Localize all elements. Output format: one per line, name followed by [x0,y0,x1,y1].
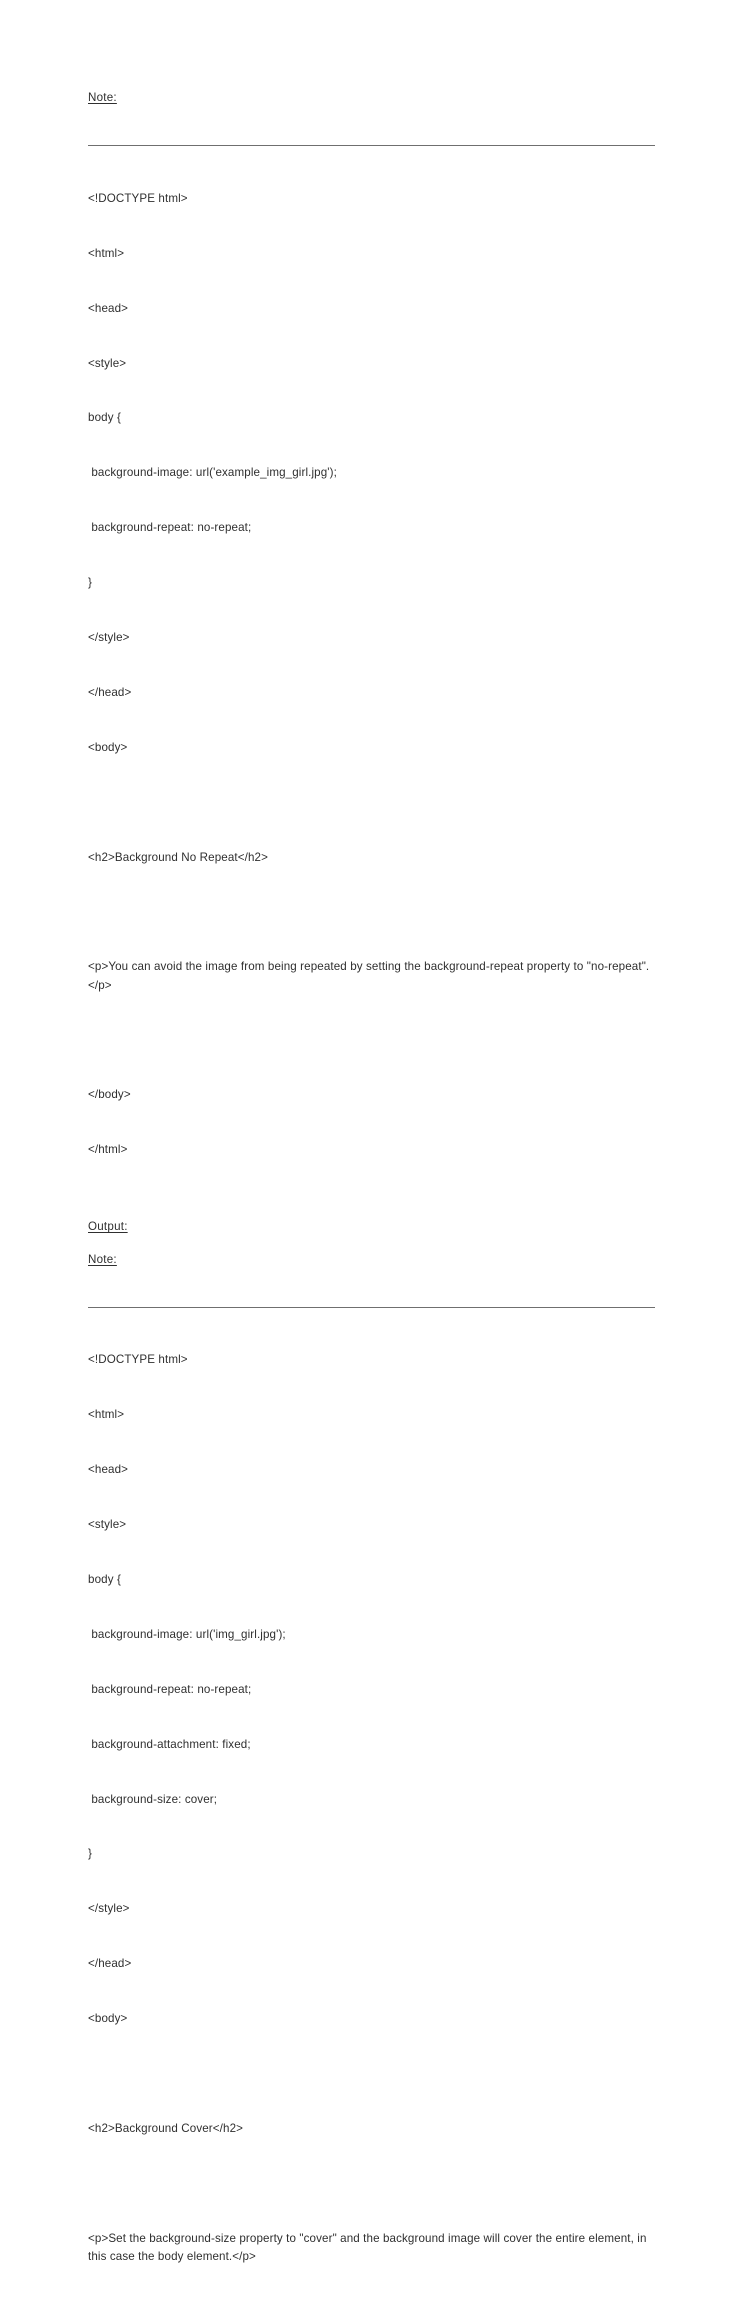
code-line: </head> [88,1957,132,1971]
spacer-before-rule-2 [88,1269,655,1307]
code-line: </style> [88,631,130,645]
code-line: <style> [88,1518,127,1532]
code-line-blank [88,794,655,812]
code-line: background-image: url('img_girl.jpg'); [88,1627,286,1641]
code-line: </head> [88,685,132,699]
spacer-after-rule-1 [88,146,655,153]
code-block-1 [88,153,655,1196]
code-line: <h2>Background No Repeat</h2> [88,850,268,864]
code-line: <head> [88,301,129,315]
code-line: <body> [88,2012,128,2026]
code-line: </body> [88,1088,131,1102]
code-line-blank [88,1032,655,1050]
note-label-2-wrap [88,1250,655,1269]
note-label-1: Note: [88,91,117,104]
code-line: </html> [88,1143,128,1157]
spacer-before-rule-1 [88,107,655,145]
document-content [88,0,655,2303]
code-line-blank [88,2065,655,2083]
code-line: } [88,1847,92,1861]
code-line: } [88,576,92,590]
note-label-2: Note: [88,1252,117,1266]
code-block-2 [88,1315,655,2303]
spacer-after-rule-2 [88,1308,655,1315]
top-spacer [88,0,655,88]
code-line: <style> [88,356,127,370]
spacer-before-output-label [88,1196,655,1217]
code-line: <html> [88,1408,125,1422]
code-line: <p>You can avoid the image from being repeated by setting the background-repeat property to "no-repeat".</p> [88,960,650,992]
code-line: <p>Set the background-size property to "cover" and the background image will cover the entire element, in this case the body element.</p> [88,2231,650,2263]
code-line: <!DOCTYPE html> [88,1353,188,1367]
code-line: background-repeat: no-repeat; [88,1682,252,1696]
code-line: <body> [88,740,128,754]
code-line: <html> [88,246,125,260]
code-line: body { [88,1572,121,1586]
spacer-between-labels [88,1237,655,1250]
output-label: Output: [88,1220,128,1234]
code-line-blank [88,2175,655,2193]
code-line: body { [88,411,121,425]
output-label-wrap [88,1217,655,1236]
code-line: <!DOCTYPE html> [88,191,188,205]
code-line: <head> [88,1463,129,1477]
note-label-1-wrap [88,88,655,107]
code-line: background-size: cover; [88,1792,218,1806]
code-line: </style> [88,1902,130,1916]
code-line: background-attachment: fixed; [88,1737,251,1751]
code-line-blank [88,903,655,921]
code-line: background-repeat: no-repeat; [88,521,252,535]
code-line: background-image: url('example_img_girl.jpg'); [88,466,337,480]
code-line: <h2>Background Cover</h2> [88,2121,244,2135]
